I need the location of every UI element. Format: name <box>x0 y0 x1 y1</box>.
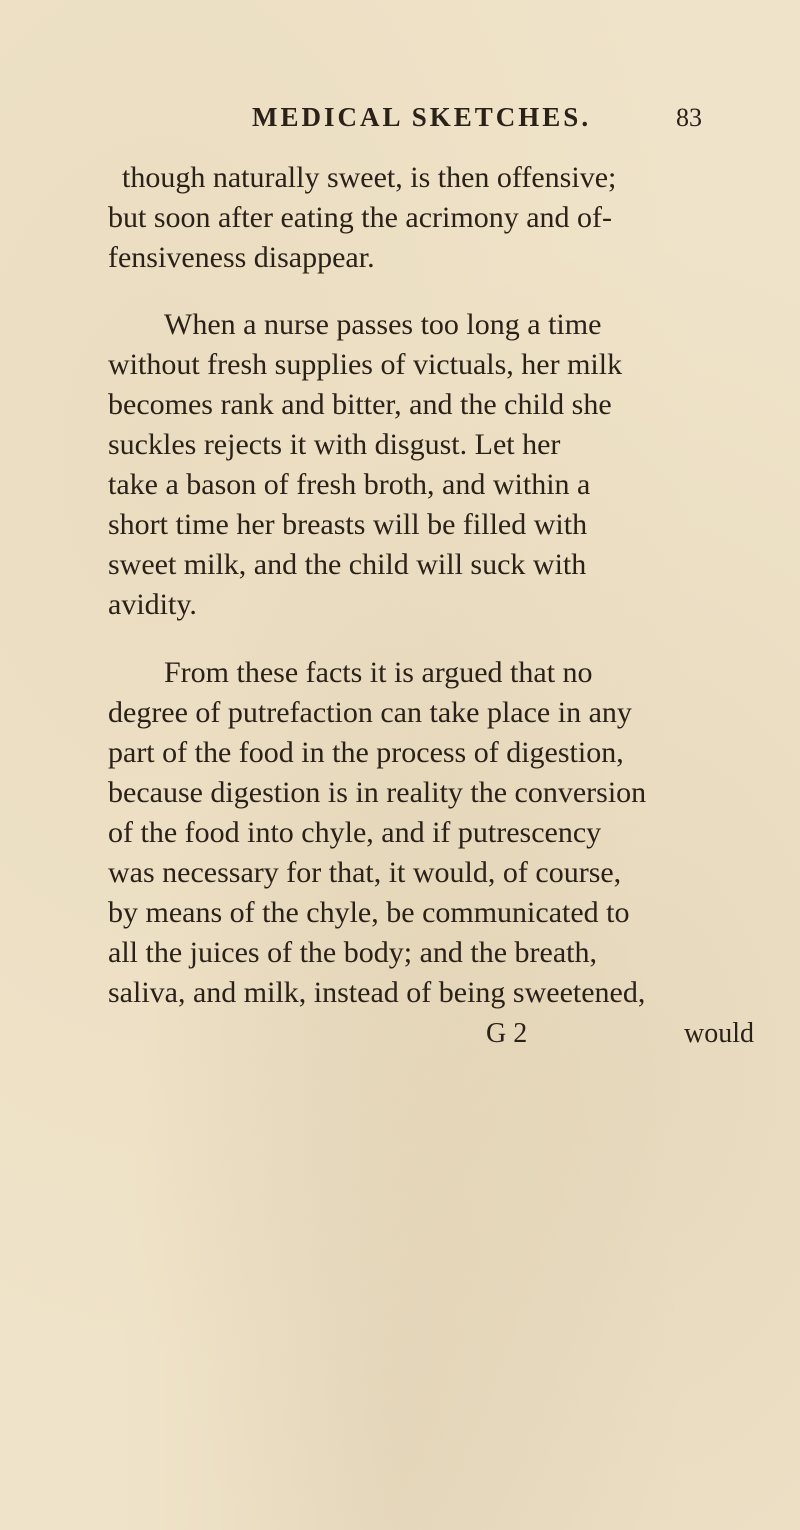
text-line: was necessary for that, it would, of course, <box>108 856 622 889</box>
text-line: From these facts it is argued that no <box>164 656 593 689</box>
text-line: though naturally sweet, is then offensive; <box>122 161 617 194</box>
text-line: all the juices of the body; and the breath, <box>108 936 598 969</box>
page-number: 83 <box>676 103 702 132</box>
text-line: but soon after eating the acrimony and of- <box>108 201 612 234</box>
text-line: sweet milk, and the child will suck with <box>108 548 587 581</box>
text-line: becomes rank and bitter, and the child she <box>108 388 612 421</box>
text-line: suckles rejects it with disgust. Let her <box>108 428 561 461</box>
text-line: because digestion is in reality the conversion <box>108 776 647 809</box>
running-head: MEDICAL SKETCHES. <box>252 102 592 132</box>
text-line: degree of putrefaction can take place in any <box>108 696 632 729</box>
page-footer <box>0 1018 800 1138</box>
text-line: part of the food in the process of digestion, <box>108 736 624 769</box>
text-line: avidity. <box>108 588 197 621</box>
text-line: without fresh supplies of victuals, her milk <box>108 348 623 381</box>
text-line: take a bason of fresh broth, and within a <box>108 468 591 501</box>
signature-mark: G 2 <box>486 1018 528 1049</box>
catchword: would <box>684 1018 754 1049</box>
text-line: short time her breasts will be filled with <box>108 508 588 541</box>
page-header <box>0 102 800 142</box>
text-line: When a nurse passes too long a time <box>164 308 602 341</box>
text-line: by means of the chyle, be communicated to <box>108 896 630 929</box>
text-line: saliva, and milk, instead of being sweetened, <box>108 976 646 1009</box>
text-line: fensiveness disappear. <box>108 241 375 274</box>
text-line: of the food into chyle, and if putrescency <box>108 816 602 849</box>
